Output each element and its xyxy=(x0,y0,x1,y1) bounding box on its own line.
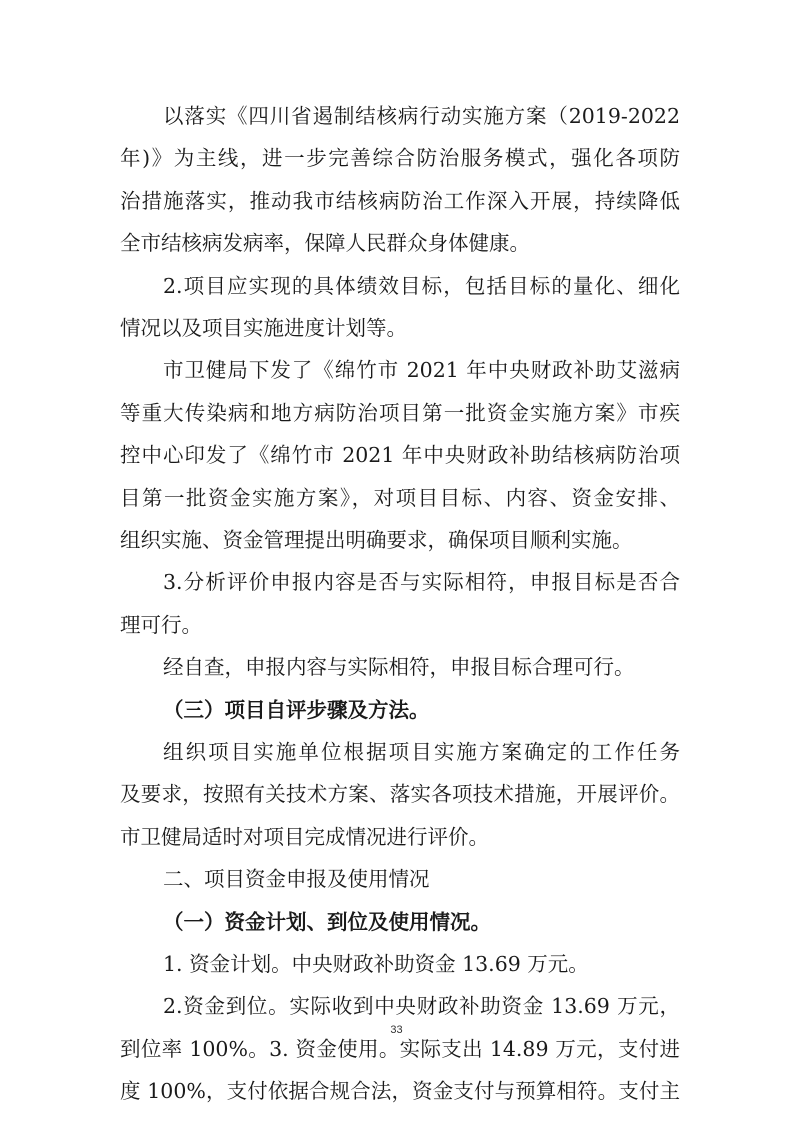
paragraph-line: 组织项目实施单位根据项目实施方案确定的工作任务 xyxy=(163,740,680,764)
paragraph-line: 以落实《四川省遏制结核病行动实施方案（2019-2022 xyxy=(163,104,680,128)
paragraph-line: 情况以及项目实施进度计划等。 xyxy=(120,316,407,340)
paragraph-line: 市卫健局适时对项目完成情况进行评价。 xyxy=(120,824,489,849)
chapter-heading: 二、项目资金申报及使用情况 xyxy=(163,867,430,892)
paragraph-line: 全市结核病发病率，保障人民群众身体健康。 xyxy=(120,231,530,256)
paragraph-line: 治措施落实，推动我市结核病防治工作深入开展，持续降低 xyxy=(120,188,680,213)
paragraph-line: 1. 资金计划。中央财政补助资金 13.69 万元。 xyxy=(163,952,589,976)
paragraph-line: 等重大传染病和地方病防治项目第一批资金实施方案》市疾 xyxy=(120,400,680,425)
paragraph-line: 度 100%，支付依据合规合法，资金支付与预算相符。支付主 xyxy=(120,1079,680,1104)
paragraph-line: 目第一批资金实施方案》，对项目目标、内容、资金安排、 xyxy=(120,485,680,510)
page-number: 33 xyxy=(390,1024,403,1036)
paragraph-line: 3.分析评价申报内容是否与实际相符，申报目标是否合 xyxy=(163,570,680,595)
paragraph-line: 年)》为主线，进一步完善综合防治服务模式，强化各项防 xyxy=(120,146,680,171)
section-heading: （三）项目自评步骤及方法。 xyxy=(163,697,430,722)
paragraph-line: 理可行。 xyxy=(120,612,202,637)
section-heading: （一）资金计划、到位及使用情况。 xyxy=(163,909,491,934)
paragraph-line: 2.项目应实现的具体绩效目标，包括目标的量化、细化 xyxy=(163,273,680,298)
paragraph-line: 及要求，按照有关技术方案、落实各项技术措施，开展评价。 xyxy=(120,782,680,807)
paragraph-line: 到位率 100%。3. 资金使用。实际支出 14.89 万元，支付进 xyxy=(120,1036,680,1061)
paragraph-line: 组织实施、资金管理提出明确要求，确保项目顺利实施。 xyxy=(120,528,633,552)
paragraph-line: 控中心印发了《绵竹市 2021 年中央财政补助结核病防治项 xyxy=(120,443,680,468)
paragraph-line: 市卫健局下发了《绵竹市 2021 年中央财政补助艾滋病 xyxy=(163,358,680,383)
paragraph-line: 2.资金到位。实际收到中央财政补助资金 13.69 万元， xyxy=(163,994,680,1019)
paragraph-line: 经自查，申报内容与实际相符，申报目标合理可行。 xyxy=(163,655,635,680)
